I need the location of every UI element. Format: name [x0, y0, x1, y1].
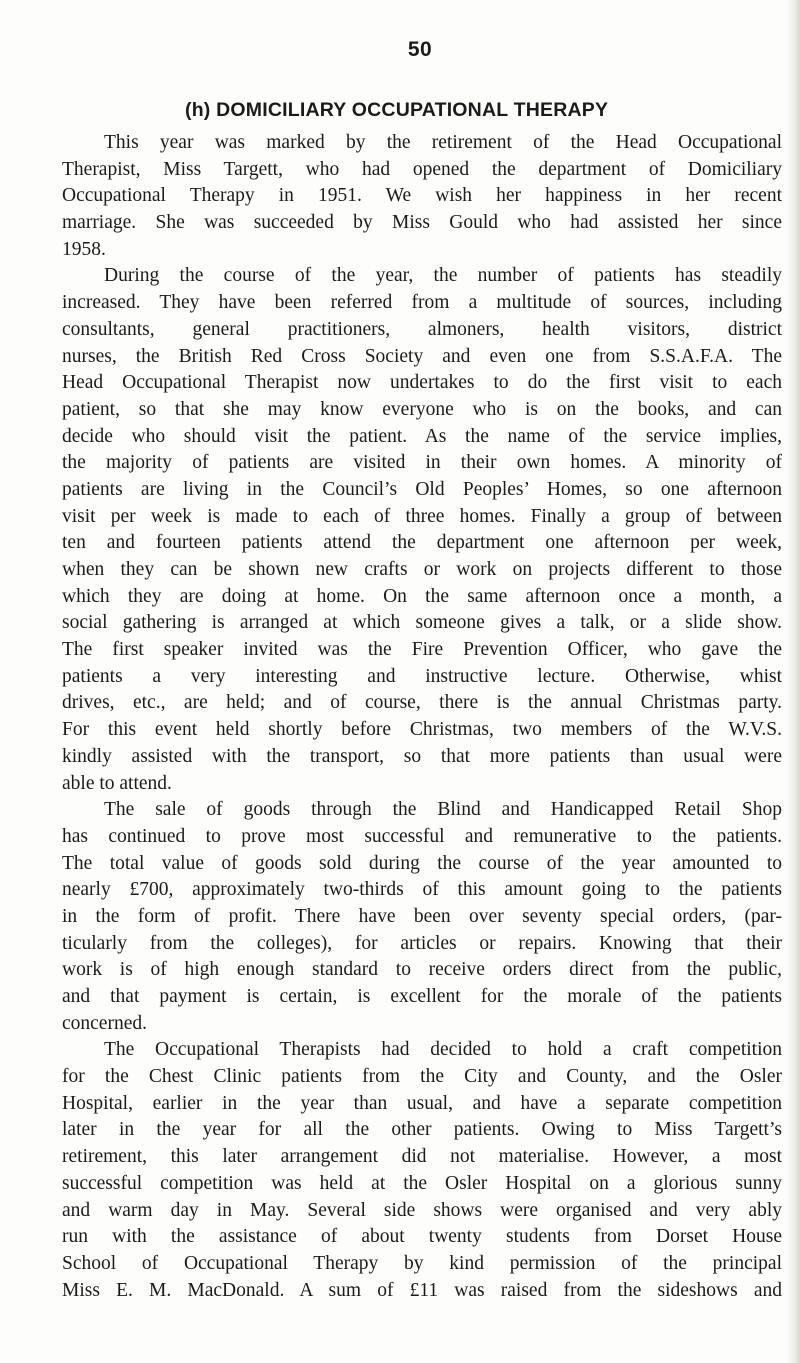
- text-line: run with the assistance of about twenty students from Dorset House: [62, 1226, 782, 1248]
- text-line: and that payment is certain, is excellent for the morale of the patients: [62, 986, 782, 1007]
- text-line: This year was marked by the retirement of the Head Occupational: [104, 132, 782, 153]
- text-line: School of Occupational Therapy by kind permission of the principal: [62, 1252, 782, 1274]
- text-line: Occupational Therapy in 1951. We wish her happiness in her recent: [62, 185, 782, 207]
- text-line: Hospital, earlier in the year than usual, and have a separate competition: [62, 1092, 782, 1114]
- text-line: patients are living in the Council’s Old Peoples’ Homes, so one afternoon: [62, 478, 782, 500]
- text-line: drives, etc., are held; and of course, there is the annual Christmas party.: [62, 692, 782, 714]
- text-line: The Occupational Therapists had decided to hold a craft competition: [104, 1039, 782, 1061]
- text-line: Head Occupational Therapist now undertakes to do the first visit to each: [62, 372, 782, 394]
- text-line: nearly £700, approximately two-thirds of this amount going to the patients: [62, 879, 782, 901]
- text-line: consultants, general practitioners, almoners, health visitors, district: [62, 318, 782, 340]
- text-line: Miss E. M. MacDonald. A sum of £11 was raised from the sideshows and: [62, 1279, 782, 1301]
- text-line: During the course of the year, the number of patients has steadily: [104, 265, 782, 287]
- body-text: [62, 130, 782, 1304]
- text-line: for the Chest Clinic patients from the City and County, and the Osler: [62, 1066, 782, 1088]
- text-line: kindly assisted with the transport, so that more patients than usual were: [62, 745, 782, 767]
- text-line: able to attend.: [62, 772, 172, 794]
- text-line: later in the year for all the other patients. Owing to Miss Targett’s: [62, 1119, 782, 1141]
- page-number: 50: [407, 38, 433, 61]
- text-line: visit per week is made to each of three homes. Finally a group of between: [62, 505, 782, 527]
- text-line: in the form of profit. There have been over seventy special orders, (par-: [62, 905, 782, 927]
- text-line: Therapist, Miss Targett, who had opened the department of Domiciliary: [62, 158, 782, 180]
- text-line: The sale of goods through the Blind and Handicapped Retail Shop: [104, 799, 782, 821]
- text-line: The total value of goods sold during the course of the year amounted to: [62, 852, 782, 874]
- text-line: when they can be shown new crafts or work on projects different to those: [62, 559, 782, 580]
- text-line: the majority of patients are visited in their own homes. A minority of: [62, 452, 782, 474]
- text-line: 1958.: [62, 238, 106, 260]
- text-line: successful competition was held at the Osler Hospital on a glorious sunny: [62, 1172, 782, 1194]
- text-line: has continued to prove most successful and remunerative to the patients.: [62, 825, 782, 847]
- text-line: work is of high enough standard to receive orders direct from the public,: [62, 959, 782, 981]
- section-heading: (h) DOMICILIARY OCCUPATIONAL THERAPY: [185, 99, 609, 121]
- text-line: patients a very interesting and instructive lecture. Otherwise, whist: [62, 665, 782, 687]
- page-edge-shadow: [786, 0, 800, 1363]
- text-line: and warm day in May. Several side shows were organised and very ably: [62, 1199, 782, 1221]
- text-line: retirement, this later arrangement did not materialise. However, a most: [62, 1146, 782, 1168]
- text-line: increased. They have been referred from a multitude of sources, including: [62, 292, 782, 314]
- text-line: ten and fourteen patients attend the department one afternoon per week,: [62, 532, 782, 554]
- text-line: decide who should visit the patient. As the name of the service implies,: [62, 425, 782, 447]
- text-line: marriage. She was succeeded by Miss Gould who had assisted her since: [62, 212, 782, 234]
- text-line: concerned.: [62, 1012, 147, 1034]
- text-line: ticularly from the colleges), for articles or repairs. Knowing that their: [62, 932, 782, 954]
- text-line: For this event held shortly before Christmas, two members of the W.V.S.: [62, 719, 782, 741]
- text-line: which they are doing at home. On the same afternoon once a month, a: [62, 585, 782, 607]
- text-line: nurses, the British Red Cross Society and even one from S.S.A.F.A. The: [62, 345, 782, 367]
- text-line: The first speaker invited was the Fire Prevention Officer, who gave the: [62, 639, 782, 661]
- text-line: social gathering is arranged at which someone gives a talk, or a slide show.: [62, 612, 782, 634]
- text-line: patient, so that she may know everyone who is on the books, and can: [62, 398, 782, 420]
